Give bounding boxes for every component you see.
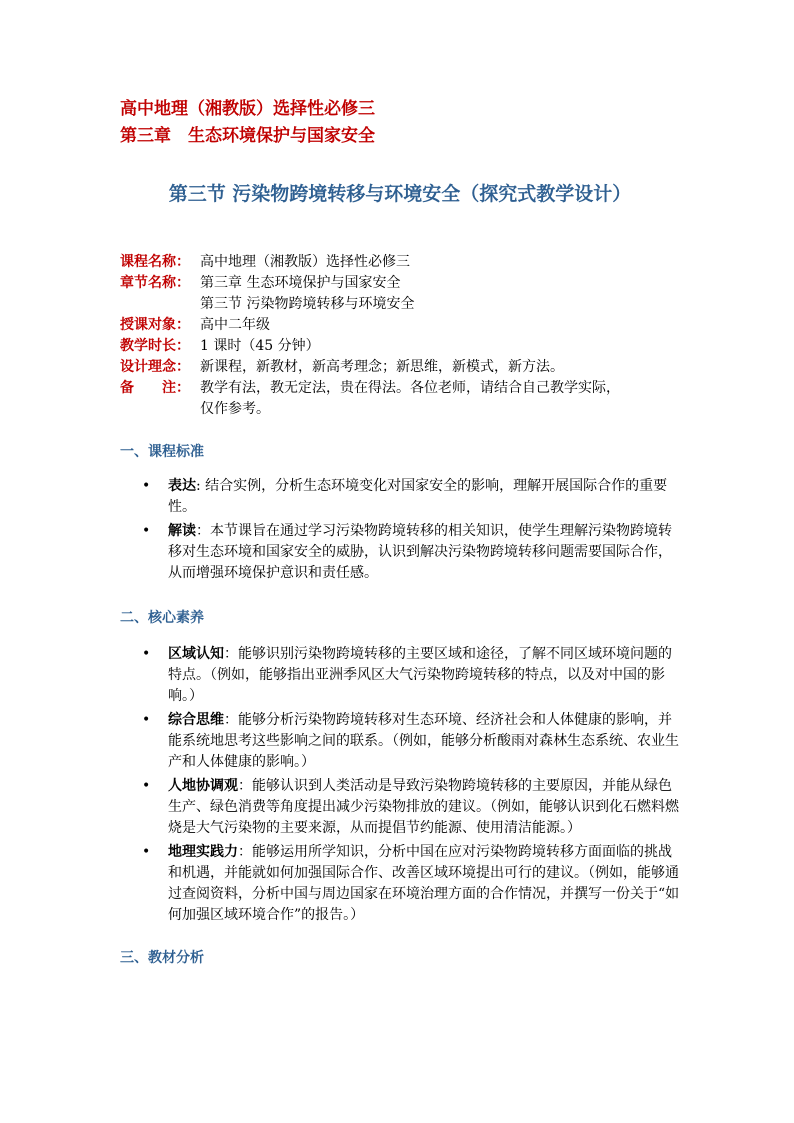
info-label-duration: 教学时长： bbox=[120, 338, 190, 354]
info-value-note-line2: 仅作参考。 bbox=[200, 401, 270, 417]
list-item-text: : 结合实例，分析生态环境变化对国家安全的影响，理解开展国际合作的重要性。 bbox=[168, 478, 668, 515]
info-label-audience: 授课对象： bbox=[120, 317, 190, 333]
info-label-course: 课程名称： bbox=[120, 254, 190, 270]
bullet-icon: • bbox=[142, 778, 151, 794]
bullet-icon: • bbox=[142, 712, 151, 728]
course-header-line1: 高中地理（湘教版）选择性必修三 bbox=[120, 99, 375, 119]
list-item-text: ：能够分析污染物跨境转移对生态环境、经济社会和人体健康的影响，并能系统地思考这些影响之间的联系。（例如，能够分析酸雨对森林生态系统、农业生产和人体健康的影响。） bbox=[168, 712, 679, 770]
list-item-text: ：能够认识到人类活动是导致污染物跨境转移的主要原因，并能从绿色生产、绿色消费等角度提出减少污染物排放的建议。（例如，能够认识到化石燃料燃烧是大气污染物的主要来源，从而提倡节约能源、使用清洁能源。） bbox=[168, 778, 679, 836]
list-item-label: 综合思维 bbox=[168, 712, 224, 728]
document-page bbox=[120, 96, 680, 968]
list-item-text: ：本节课旨在通过学习污染物跨境转移的相关知识，使学生理解污染物跨境转移对生态环境和国家安全的威胁，认识到解决污染物跨境转移问题需要国际合作，从而增强环境保护意识和责任感。 bbox=[168, 523, 672, 581]
bullet-icon: • bbox=[142, 478, 151, 494]
info-value-concept: 新课程，新教材，新高考理念；新思维，新模式，新方法。 bbox=[200, 359, 564, 375]
list-item-label: 人地协调观 bbox=[168, 778, 238, 794]
list-item-text: ：能够运用所学知识，分析中国在应对污染物跨境转移方面面临的挑战和机遇，并能就如何加强国际合作、改善区域环境提出可行的建议。（例如，能够通过查阅资料，分析中国与周边国家在环境治理方面的合作情况，并撰写一份关于“如何加强区域环境合作”的报告。） bbox=[168, 844, 680, 923]
list-item-label: 表达 bbox=[168, 478, 196, 494]
info-value-chapter-line1: 第三章 生态环境保护与国家安全 bbox=[200, 275, 401, 291]
list-item-label: 区域认知 bbox=[168, 646, 224, 662]
info-value-audience: 高中二年级 bbox=[200, 317, 270, 333]
info-value-course: 高中地理（湘教版）选择性必修三 bbox=[200, 254, 410, 270]
list-item bbox=[120, 476, 680, 518]
list-item bbox=[120, 710, 680, 773]
bullet-icon: • bbox=[142, 523, 151, 539]
info-row-concept bbox=[120, 357, 680, 378]
info-label-note: 备 注： bbox=[120, 380, 190, 396]
section-heading-core-literacy: 二、核心素养 bbox=[120, 610, 204, 626]
info-value-note-line1: 教学有法，教无定法，贵在得法。各位老师，请结合自己教学实际， bbox=[200, 380, 620, 396]
info-value-chapter-line2: 第三节 污染物跨境转移与环境安全 bbox=[200, 296, 415, 312]
info-label-chapter: 章节名称： bbox=[120, 275, 190, 291]
section-heading-curriculum-standard: 一、课程标准 bbox=[120, 444, 204, 460]
info-value-note bbox=[200, 378, 680, 420]
info-value-chapter bbox=[200, 273, 680, 315]
curriculum-standard-list bbox=[120, 476, 680, 584]
bullet-icon: • bbox=[142, 646, 151, 662]
course-info-block bbox=[120, 252, 680, 420]
section-heading-textbook-analysis: 三、教材分析 bbox=[120, 950, 204, 966]
bullet-icon: • bbox=[142, 844, 151, 860]
info-row-note bbox=[120, 378, 680, 420]
info-row-audience bbox=[120, 315, 680, 336]
list-item-text: ：能够识别污染物跨境转移的主要区域和途径，了解不同区域环境问题的特点。（例如，能够指出亚洲季风区大气污染物跨境转移的特点，以及对中国的影响。） bbox=[168, 646, 672, 704]
course-header-line2: 第三章 生态环境保护与国家安全 bbox=[120, 126, 375, 146]
info-row-chapter bbox=[120, 273, 680, 315]
list-item bbox=[120, 521, 680, 584]
info-value-duration: 1 课时（45 分钟） bbox=[200, 338, 320, 354]
info-row-duration bbox=[120, 336, 680, 357]
info-row-course bbox=[120, 252, 680, 273]
list-item bbox=[120, 776, 680, 839]
page-title: 第三节 污染物跨境转移与环境安全（探究式教学设计） bbox=[168, 183, 632, 205]
list-item-label: 解读 bbox=[168, 523, 196, 539]
list-item-label: 地理实践力 bbox=[168, 844, 238, 860]
info-label-concept: 设计理念： bbox=[120, 359, 190, 375]
core-literacy-list bbox=[120, 644, 680, 926]
list-item bbox=[120, 842, 680, 926]
list-item bbox=[120, 644, 680, 707]
